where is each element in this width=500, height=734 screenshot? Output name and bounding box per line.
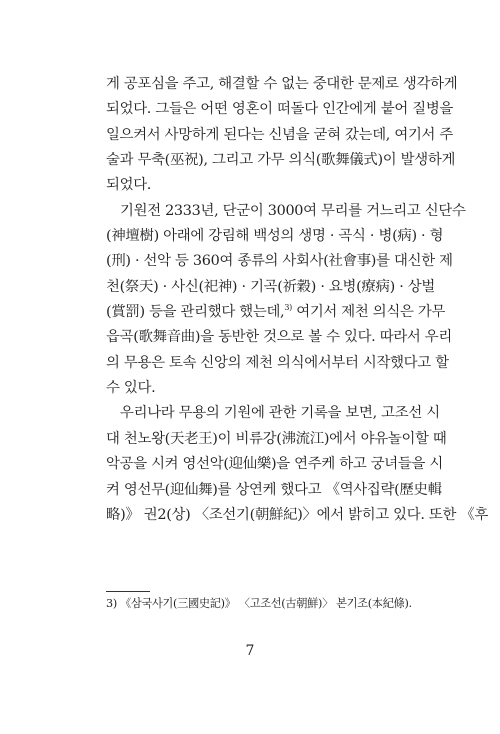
text-line: 악공을 시켜 영선악(迎仙樂)을 연주케 하고 궁녀들을 시 <box>106 456 443 473</box>
text-line: 대 천노왕(天老王)이 비류강(沸流江)에서 야유놀이할 때 <box>106 430 447 447</box>
text-line: 켜 영선무(迎仙舞)를 상연케 했다고 《역사집략(歷史輯 <box>106 481 442 498</box>
text-line: 수 있다. <box>106 380 156 397</box>
text-line: 술과 무축(巫祝), 그리고 가무 의식(歌舞儀式)이 발생하게 <box>106 152 456 169</box>
body-text <box>106 72 489 528</box>
text-line <box>106 300 446 325</box>
text-line: 게 공포심을 주고, 해결할 수 없는 중대한 문제로 생각하게 <box>106 76 458 92</box>
text-line-head: (賞罰) 등을 관리했다 했는데, <box>106 304 285 321</box>
text-line: (刑) · 선악 등 360여 종류의 사회사(社會事)를 대신한 제 <box>106 253 453 270</box>
text-line-tail: 여기서 제천 의식은 가무 <box>291 304 446 321</box>
paragraph-start-line: 우리나라 무용의 기원에 관한 기록을 보면, 고조선 시 <box>120 405 440 422</box>
footnote-divider <box>106 591 150 592</box>
page-number: 7 <box>245 643 255 659</box>
text-line: (神壇樹) 아래에 강림해 백성의 생명 · 곡식 · 병(病) · 형 <box>106 228 444 245</box>
text-line: 略)》 권2(상) 〈조선기(朝鮮紀)〉에서 밝히고 있다. 또한 《후 <box>106 506 489 523</box>
footnote-reference: 3) <box>284 303 292 313</box>
footnote: 3) 《삼국사기(三國史記)》 〈고조선(古朝鮮)〉 본기조(本紀條). <box>106 597 412 610</box>
text-line: 읍곡(歌舞音曲)을 동반한 것으로 볼 수 있다. 따라서 우리 <box>106 329 453 346</box>
text-line: 천(祭天) · 사신(祀神) · 기곡(祈穀) · 요병(療病) · 상벌 <box>106 278 435 295</box>
text-line: 되었다. 그들은 어떤 영혼이 떠돌다 인간에게 붙어 질병을 <box>106 101 454 118</box>
text-line: 일으켜서 사망하게 된다는 신념을 굳혀 갔는데, 여기서 주 <box>106 126 454 143</box>
paragraph-start-line: 기원전 2333년, 단군이 3000여 무리를 거느리고 신단수 <box>120 202 466 219</box>
text-line: 되었다. <box>106 177 152 194</box>
text-line: 의 무용은 토속 신앙의 제천 의식에서부터 시작했다고 할 <box>106 354 449 371</box>
